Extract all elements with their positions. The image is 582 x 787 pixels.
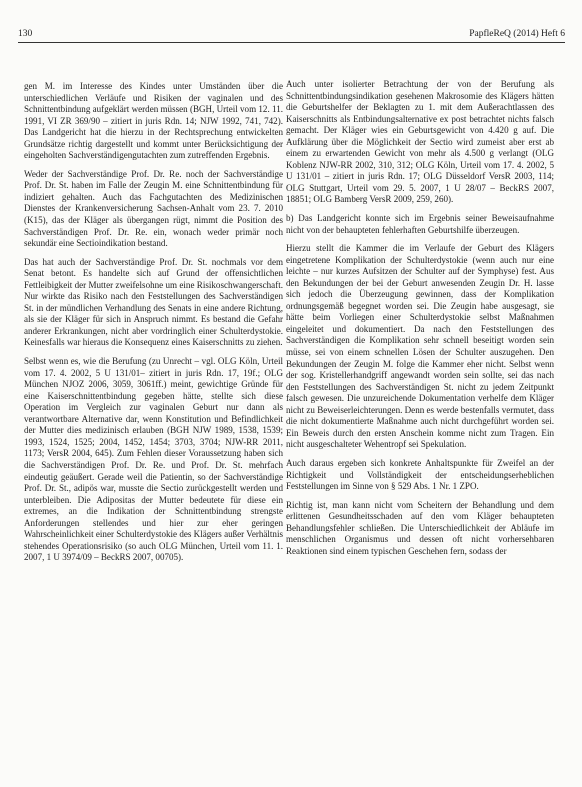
paragraph: Weder der Sachverständige Prof. Dr. Re. noch der Sachverständige Prof. Dr. St. haben im Falle der Zeugin M. eine Schnittentbindung für indiziert gehalten. Auch das Fachgutachten des Medizinischen Dienstes der Krankenversicherung Sachsen-Anhalt vom 23. 7. 2010 (K15), das der Kläger als übergangen rügt, nimmt die Position des Sachverständigen Prof. Dr. Re. ein, wonach weder primär noch sekundär eine Sectioindikation bestand. [24,168,283,249]
left-column [24,81,283,571]
paragraph: gen M. im Interesse des Kindes unter Umständen über die unterschiedlichen Verläufe und Risiken der vaginalen und des Schnittentbindung aufgeklärt werden müssen (BGH, Urteil vom 12. 11. 1991, VI ZR 369/90 – zitiert in juris Rdn. 14; NJW 1992, 741, 742). Das Landgericht hat die hierzu in der Rechtsprechung entwickelten Grundsätze richtig dargestellt und kommt unter Berücksichtigung der eingeholten Sachverständigengutachten zum zutreffenden Ergebnis. [24,81,283,161]
paragraph: Auch daraus ergeben sich konkrete Anhaltspunkte für Zweifel an der Richtigkeit und Vollständigkeit der entscheidungserheblichen Feststellungen im Sinne von § 529 Abs. 1 Nr. 1 ZPO. [286,457,554,492]
paragraph: b) Das Landgericht konnte sich im Ergebnis seiner Beweisaufnahme nicht von der behaupteten fehlerhaften Geburtshilfe überzeugen. [286,213,554,235]
page-header [18,28,565,43]
paragraph: Auch unter isolierter Betrachtung der von der Berufung als Schnittentbindungsindikation gesehenen Makrosomie des Klägers hätten die Geburtshelfer der Beklagten zu 1. mit dem Außerachtlassen des Kaiserschnitts als Entbindungsalternative ex post betrachtet nichts falsch gemacht. Der Kläger wies ein Geburtsgewicht von 4.420 g auf. Die Aufklärung über die Möglichkeit der Sectio wird zumeist aber erst ab einem zu erwartenden Gewicht von mehr als 4.500 g verlangt (OLG Koblenz NJW-RR 2002, 310, 312; OLG Köln, Urteil vom 17. 4. 2002, 5 U 131/01 – zitiert in juris Rdn. 17; OLG Düsseldorf VersR 2003, 114; OLG Stuttgart, Urteil vom 29. 5. 2007, 1 U 28/07 – BeckRS 2007, 18851; OLG Bamberg VersR 2009, 259, 260). [286,79,554,205]
right-column [286,79,554,564]
page-number: 130 [18,29,33,39]
paragraph: Richtig ist, man kann nicht vom Scheitern der Behandlung und dem erlittenen Gesundheitsschaden auf den vom Kläger behaupteten Behandlungsfehler schließen. Die Unterschiedlichkeit der Abläufe im menschlichen Organismus und dessen oft nicht vorhersehbaren Reaktionen sind einem typischen Geschehen fern, sodass der [286,499,554,556]
paragraph: Das hat auch der Sachverständige Prof. Dr. St. nochmals vor dem Senat betont. Es handelte sich auf Grund der offensichtlichen Fettleibigkeit der Mutter zweifelsohne um eine Risikoschwangerschaft. Nur wirkte das Risiko nach den Feststellungen des Sachverständigen St. in der mündlichen Verhandlung des Senats in eine andere Richtung, als sie der Kläger für sich in Anspruch nimmt. Es bestand die Gefahr anderer Erkrankungen, nicht aber vordringlich einer Schulterdystokie. Keinesfalls war hieraus die Konsequenz eines Kaiserschnitts zu ziehen. [24,256,283,348]
journal-reference: PapfleReQ (2014) Heft 6 [469,29,565,39]
paragraph: Hierzu stellt die Kammer die im Verlaufe der Geburt des Klägers eingetretene Komplikation der Schulterdystokie (wenn auch nur eine leichte – nur kurzes Aufsitzen der Schulter auf der Symphyse) fest. Aus den Bekundungen der bei der Geburt anwesenden Zeugin Dr. H. lasse sich jedoch die Überzeugung gewinnen, dass der Komplikation ordnungsgemäß begegnet worden sei. Die Zeugin habe ausgesagt, sie hätte beim Vorliegen einer Schulterdystokie selbst Maßnahmen eingeleitet und dokumentiert. Da nach den Feststellungen des Sachverständigen die Komplikation sehr schnell beseitigt worden sein müsse, sei von einem schnellen Lösen der Schulter auszugehen. Den Bekundungen der Zeugin M. folge die Kammer eher nicht. Selbst wenn der sog. Kristellerhandgriff angewandt worden sein sollte, sei das nach den Feststellungen des Sachverständigen St. nicht zu jedem Zeitpunkt falsch gewesen. Die unzureichende Dokumentation verhelfe dem Kläger nicht zu Beweiserleichterungen. Denn es werde bestenfalls vermutet, dass die nicht dokumentierte Maßnahme auch nicht durchgeführt worden sei. Ein Beweis durch den ersten Anschein komme nicht zum Tragen. Ein nicht ausgeschalteter Wehentropf sei Spekulation. [286,243,554,450]
paragraph: Selbst wenn es, wie die Berufung (zu Unrecht – vgl. OLG Köln, Urteil vom 17. 4. 2002, 5 U 131/01– zitiert in juris Rdn. 17, 19f.; OLG München NJOZ 2006, 3059, 3061ff.) meint, gewichtige Gründe für eine Kaiserschnittentbindung gegeben hätte, stellte sich diese Operation im Vergleich zur vaginalen Geburt nur dann als verantwortbare Alternative dar, wenn Konstitution und Befindlichkeit der Mutter dies medizinisch erlauben (BGH NJW 1989, 1538, 1539; 1993, 1524, 1525; 2004, 1452, 1454; 3703, 3704; NJW-RR 2011, 1173; VersR 2004, 645). Zum Fehlen dieser Voraussetzung haben sich die Sachverständigen Prof. Dr. Re. und Prof. Dr. St. mehrfach eindeutig geäußert. Gerade weil die Patientin, so der Sachverständige Prof. Dr. St., adipös war, musste die Sectio zurückgestellt werden und unterbleiben. Die Adipositas der Mutter bedeutete für diese ein extremes, an die Indikation der Schnittentbindung strengste Anforderungen stellendes und hier zur eher geringen Wahrscheinlichkeit einer Schulterdystokie des Klägers außer Verhältnis stehendes Operationsrisiko (so auch OLG München, Urteil vom 11. 1. 2007, 1 U 3974/09 – BeckRS 2007, 00705). [24,356,283,563]
